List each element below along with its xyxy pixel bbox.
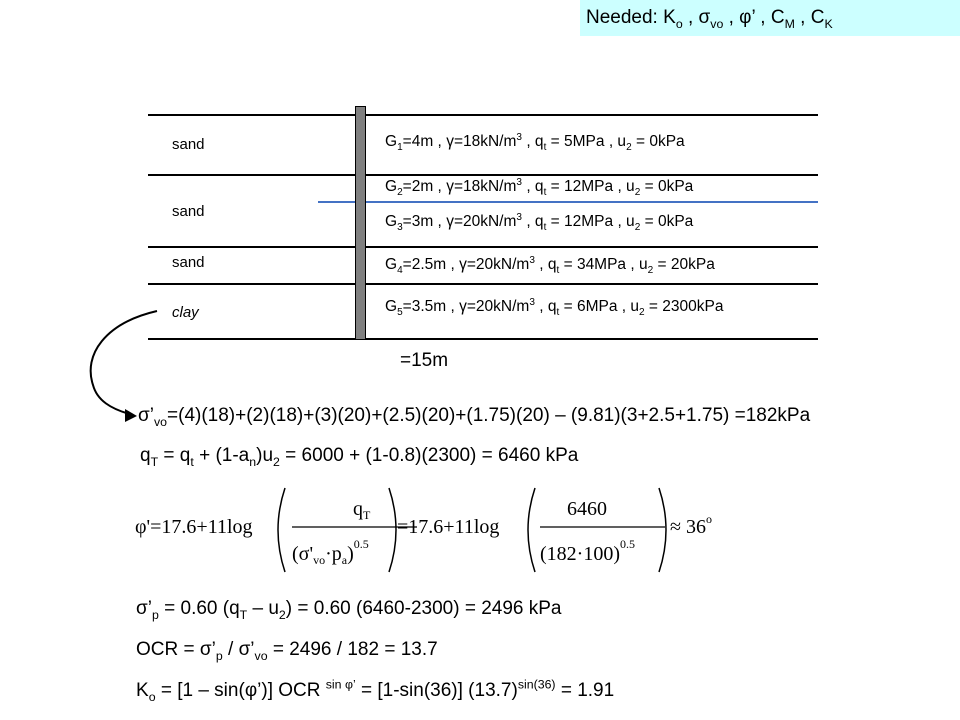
numerator-6460: 6460 — [567, 498, 607, 520]
preconsolidation-stress-equation: $\sigma’_p = 0.60$ $(q_T - u_2) = 0.60$ (6460-2300) = 2496 kPa — [136, 598, 562, 622]
layer-boundary — [148, 338, 818, 340]
ko-equation: $K_o = [1$ – sin(φ’)] OCR $^{sin \varphi’}$ = [1-sin(36)] $(13.7)^{sin(36)} = 1.91$ — [136, 677, 615, 704]
groundwater-line — [318, 201, 818, 203]
layer-boundary — [148, 174, 818, 176]
phi-lhs: φ'=17.6+11log — [135, 516, 253, 538]
cone-penetrometer-rod — [355, 106, 366, 340]
total-depth: =15m — [400, 350, 449, 371]
soil-label: sand — [172, 136, 205, 153]
soil-label: sand — [172, 203, 205, 220]
effective-vertical-stress-equation: $\sigma’_{vo}=(4)(18)+(2)(18)+(3)(20)+(2.5)(20)+(1.75)(20) - (9.81)(3+2.5+1.75) =182kPa$ — [138, 405, 811, 429]
soil-label: sand — [172, 254, 205, 271]
friction-angle-equation — [135, 480, 725, 580]
needed-box: Needed: $K_o$ , $\sigma_{vo}$ , φ’ , $C_M$ , $C_K$ — [580, 0, 960, 36]
layer-5-params: $G_5=3.5m$ , $\gamma=20kN/m^3$ , $q_t = 6MPa$ , $u_2 = 2300kPa$ — [385, 296, 724, 319]
denominator-sigma-pa: $(\sigma'_{vo}\cdot p_a)^{0.5}$ — [292, 537, 369, 567]
phi-middle: =17.6+11log — [397, 516, 500, 538]
layer-4-params: $G_4=2.5m$ , $\gamma=20kN/m^3$ , $q_t = 34MPa$ , $u_2 = 20kPa$ — [385, 254, 715, 277]
layer-3-params: $G_3=3m$ , $\gamma=20kN/m^3$ , $q_t = 12MPa$ , $u_2 = 0kPa$ — [385, 211, 694, 234]
phi-result: ≈ $36^o$ — [670, 512, 712, 538]
layer-1-params: $G_1=4m$ , $\gamma=18kN/m^3$ , $q_t = 5MPa$ , $u_2 = 0kPa$ — [385, 131, 685, 154]
soil-label: clay — [172, 304, 199, 321]
ocr-equation: OCR = $\sigma’_p$ / $\sigma’_{vo} = 2496 / 182 = 13.7$ — [136, 639, 438, 663]
denominator-182-100: $(182\cdot 100)^{0.5}$ — [540, 537, 635, 565]
corrected-tip-resistance-equation: $q_T = q_t + (1-a_n)u_2 = 6000 + (1-0.8)(2300) = 6460$ kPa — [140, 445, 579, 469]
layer-boundary — [148, 246, 818, 248]
numerator-qt: $q_T$ — [353, 498, 371, 522]
layer-2-params: $G_2=2m$ , $\gamma=18kN/m^3$ , $q_t = 12MPa$ , $u_2 = 0kPa$ — [385, 176, 694, 199]
layer-boundary — [148, 283, 818, 285]
layer-boundary — [148, 114, 818, 116]
